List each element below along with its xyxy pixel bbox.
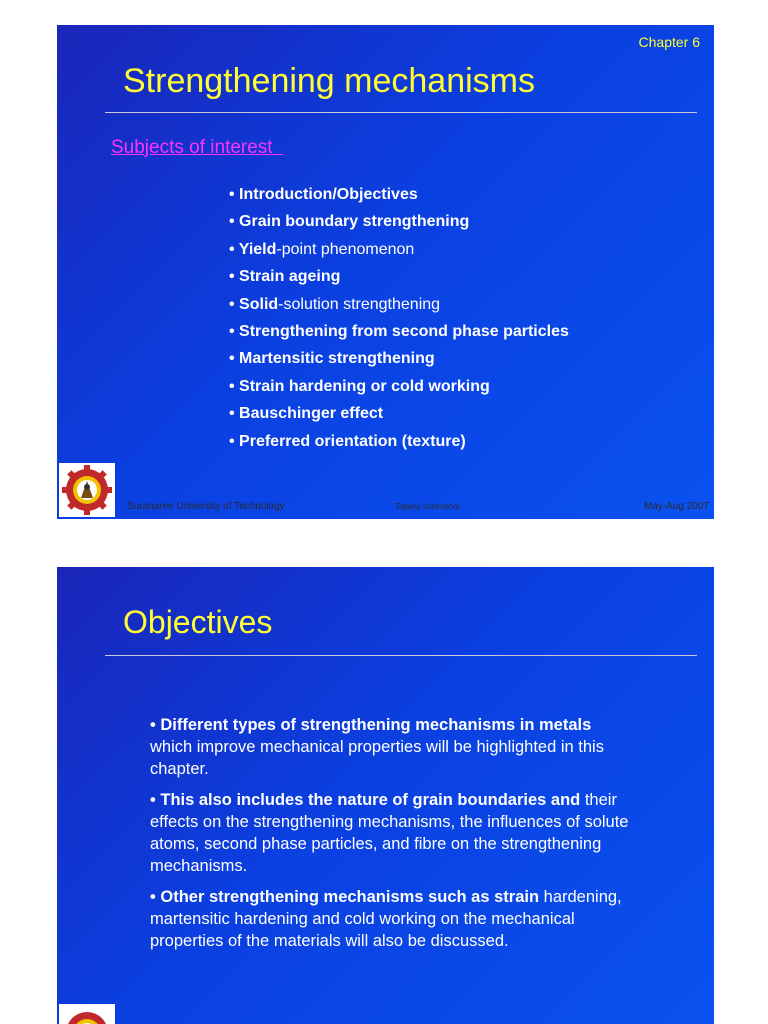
chapter-label: Chapter 6 xyxy=(638,34,700,50)
title-divider xyxy=(105,112,697,113)
topic-item: • Bauschinger effect xyxy=(229,405,384,423)
topic-item: • Strain hardening or cold working xyxy=(229,377,490,395)
topic-item: • Grain boundary strengthening xyxy=(229,213,470,231)
topic-item: • Introduction/Objectives xyxy=(229,186,418,203)
objectives-list xyxy=(150,714,630,961)
objective-paragraph: • Other strengthening mechanisms such as strain hardening, martensitic hardening and cold working on the mechanical properties of the materials will also be discussed. xyxy=(150,888,622,950)
footer-date: May-Aug 2007 xyxy=(643,501,709,512)
topic-item: • Solid-solution strengthening xyxy=(229,295,441,313)
topic-item: • Preferred orientation (texture) xyxy=(229,432,466,450)
slide-title: Strengthening mechanisms xyxy=(123,62,536,100)
title-divider xyxy=(105,655,697,656)
topic-item: • Yield-point phenomenon xyxy=(229,240,415,258)
topics-list xyxy=(229,181,569,455)
objective-paragraph: • Different types of strengthening mechanisms in metals which improve mechanical properties will be highlighted in this chapter. xyxy=(150,716,604,778)
subjects-of-interest-heading: Subjects of interest xyxy=(111,137,284,158)
topic-item: • Strain ageing xyxy=(229,268,341,286)
slide-title: Objectives xyxy=(123,604,273,640)
slide-objectives xyxy=(57,567,714,1024)
topic-item: • Martensitic strengthening xyxy=(229,350,435,368)
objective-paragraph: • This also includes the nature of grain boundaries and their effects on the strengthening mechanisms, the influences of solute atoms, second phase particles, and fibre on the strengthening mechanisms. xyxy=(150,791,629,875)
footer-author: Tapany Udomphol xyxy=(395,502,460,511)
university-logo-icon xyxy=(59,463,115,517)
footer-university: Suranaree University of Technology xyxy=(127,501,285,512)
topic-item: • Strengthening from second phase particles xyxy=(229,323,569,341)
slide-strengthening-mechanisms xyxy=(57,25,714,519)
university-logo-icon xyxy=(59,1004,115,1024)
